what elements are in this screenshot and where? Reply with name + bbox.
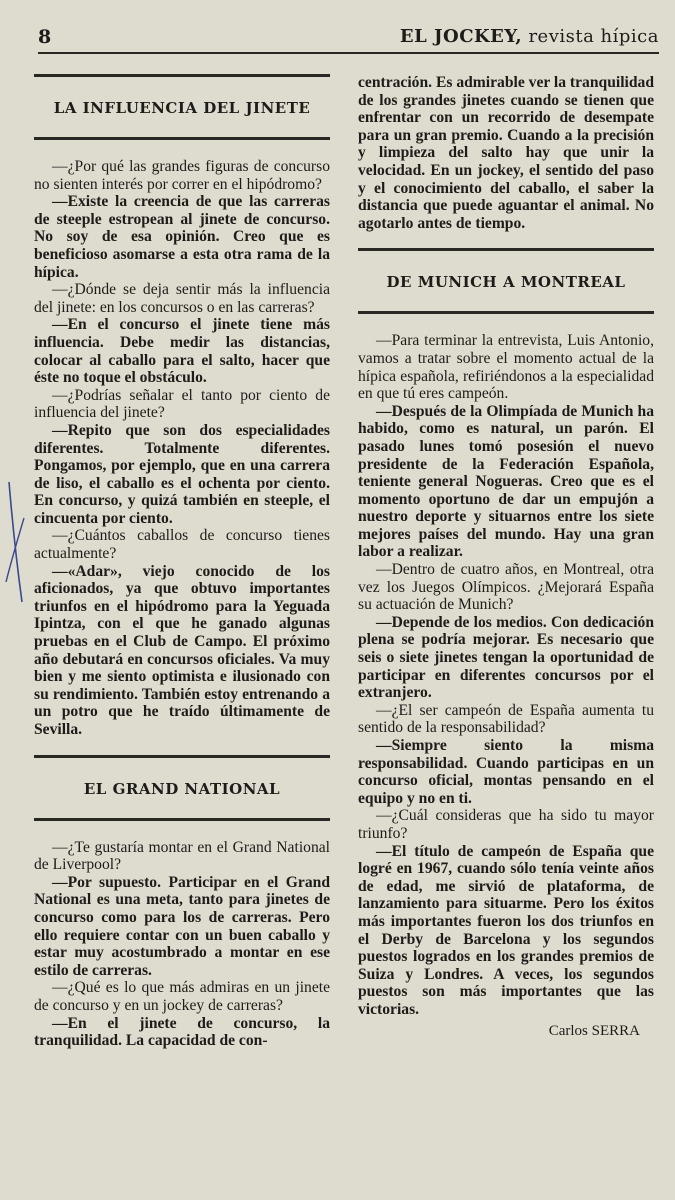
page-number: 8 <box>38 26 52 48</box>
answer-paragraph: —«Adar», viejo conocido de los aficionados, ya que obtuvo importantes triunfos en el hipódromo para la Yeguada Ipintza, con el que he ganado algunas pruebas en el Club de Campo. El próximo año debutará en concursos oficiales. Va muy bien y me siento optimista e ilusionado con su rendimiento. También estoy entrenando a un potro que he traído últimamente de Sevilla. <box>34 562 330 738</box>
question-paragraph: —¿Podrías señalar el tanto por ciento de influencia del jinete? <box>34 386 330 422</box>
author-signature: Carlos SERRA <box>548 1022 640 1039</box>
section-title-munich-montreal: DE MUNICH A MONTREAL <box>358 248 654 314</box>
answer-paragraph: —Depende de los medios. Con dedicación plena se podría mejorar. Es necesario que seis o siete jinetes tengan la oportunidad de participar en diferentes concursos por el extranjero. <box>358 613 654 702</box>
question-paragraph: —¿Dónde se deja sentir más la influencia del jinete: en los concursos o en las carreras? <box>34 281 330 316</box>
pen-mark-annotation <box>0 478 30 606</box>
answer-paragraph: —Por supuesto. Participar en el Grand National es una meta, tanto para jinetes de concurso como para los de carreras. Pero ello requiere contar con un buen caballo y estar muy acostumbrado a montar en ese estilo de carreras. <box>34 873 330 979</box>
section-title-grand-national: EL GRAND NATIONAL <box>34 755 330 821</box>
section-title-influencia: LA INFLUENCIA DEL JINETE <box>34 74 330 140</box>
answer-paragraph: —En el jinete de concurso, la tranquilidad. La capacidad de con- <box>34 1014 330 1050</box>
answer-paragraph: —Después de la Olimpíada de Munich ha habido, como es natural, un parón. El pasado lunes tomó posesión el nuevo presidente de la Federación Española, teniente general Nogueras. Creo que es el momento oportuno de dar un empujón a nuestro deporte y situarnos entre los siete mejores países del mundo. Hay una gran labor a realizar. <box>358 402 654 561</box>
left-column <box>34 74 330 1050</box>
answer-paragraph: —Repito que son dos especialidades diferentes. Totalmente diferentes. Pongamos, por ejemplo, que en una carrera de liso, el caballo es el ochenta por ciento. En concurso, y quizá también en steeple, el cincuenta por ciento. <box>34 421 330 527</box>
question-paragraph: —¿Qué es lo que más admiras en un jinete de concurso y en un jockey de carreras? <box>34 979 330 1014</box>
answer-paragraph: —Existe la creencia de que las carreras de steeple estropean al jinete de concurso. No soy de esa opinión. Creo que es beneficioso asomarse a esta otra rama de la hípica. <box>34 193 330 281</box>
answer-paragraph: —Siempre siento la misma responsabilidad. Cuando participas en un concurso oficial, montas pensando en el equipo y no en ti. <box>358 737 654 807</box>
page-header <box>38 22 659 54</box>
question-paragraph: —¿Cuántos caballos de concurso tienes actualmente? <box>34 527 330 563</box>
question-paragraph: —¿Te gustaría montar en el Grand National de Liverpool? <box>34 838 330 874</box>
question-paragraph: —¿Cuál consideras que ha sido tu mayor triunfo? <box>358 807 654 842</box>
question-paragraph: —Para terminar la entrevista, Luis Antonio, vamos a tratar sobre el momento actual de la hípica española, refiriéndonos a la especialidad en que tú eres campeón. <box>358 332 654 403</box>
answer-paragraph: —El título de campeón de España que logré en 1967, cuando sólo tenía veinte años de edad, me sirvió de plataforma, de lanzamiento para situarme. Pero los éxitos más importantes fueron los dos triunfos en el Derby de Barcelona y los segundos puestos logrados en los grandes premios de Suiza y Londres. A veces, los segundos puestos son más importantes que las victorias. <box>358 842 654 1018</box>
question-paragraph: —Dentro de cuatro años, en Montreal, otra vez los Juegos Olímpicos. ¿Mejorará España su actuación de Munich? <box>358 561 654 614</box>
right-column <box>358 74 654 1040</box>
question-paragraph: —¿Por qué las grandes figuras de concurso no sienten interés por correr en el hipódromo? <box>34 158 330 193</box>
magazine-subtitle: revista hípica <box>528 26 659 47</box>
question-paragraph: —¿El ser campeón de España aumenta tu sentido de la responsabilidad? <box>358 701 654 737</box>
answer-paragraph: —En el concurso el jinete tiene más influencia. Debe medir las distancias, colocar al caballo para el salto, hacer que éste no toque el obstáculo. <box>34 316 330 387</box>
magazine-title: EL JOCKEY, <box>399 26 523 47</box>
answer-continuation: centración. Es admirable ver la tranquilidad de los grandes jinetes cuando se tienen que enfrentar con un recorrido de desempate para un gran premio. Cuando a la precisión y limpieza del salto hay que unir la velocidad. En un jockey, el sentido del paso y el conocimiento del caballo, el saber la distancia que puede aguantar el animal. No agotarlo antes de tiempo. <box>358 74 654 232</box>
magazine-name <box>400 26 659 47</box>
